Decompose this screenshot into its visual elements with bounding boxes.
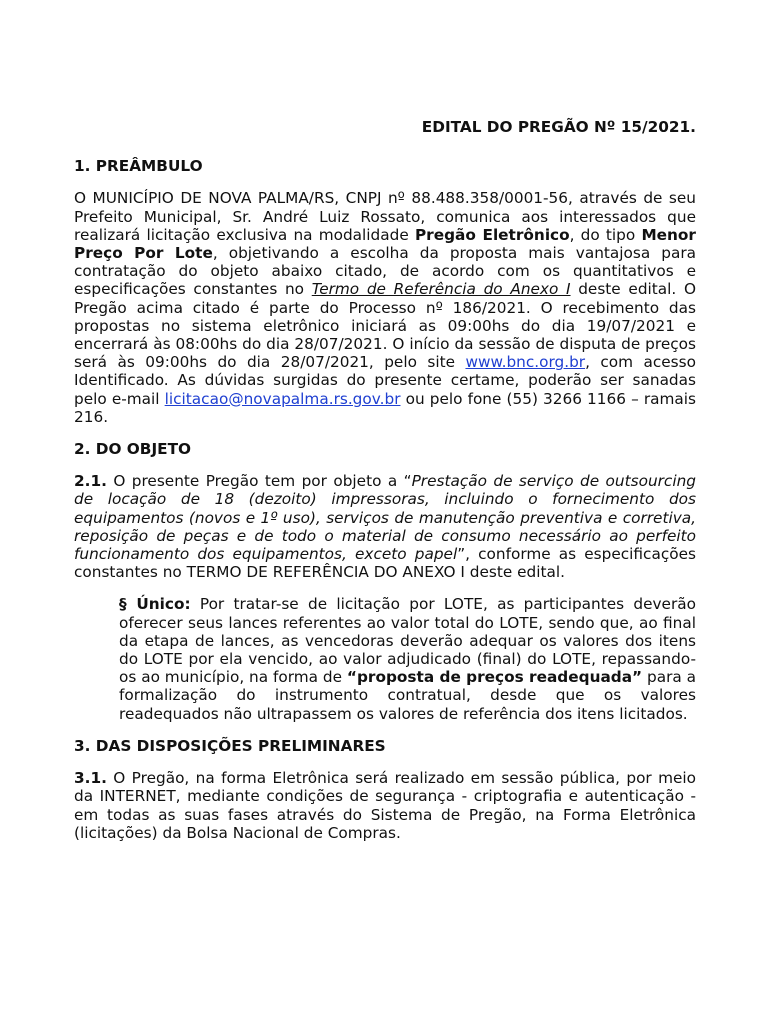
section-heading-objeto: 2. DO OBJETO <box>74 440 192 459</box>
text: , do tipo <box>569 225 642 244</box>
termo-referencia-reference: Termo de Referência do Anexo I <box>311 280 571 299</box>
disposicoes-paragraph <box>74 769 696 842</box>
bold-text: Menor Preço Por Lote <box>74 225 696 263</box>
document-title: EDITAL DO PREGÃO Nº 15/2021. <box>421 118 696 136</box>
clause-number: 3.1. <box>74 769 107 788</box>
text: , com acesso Identificado. As dúvidas surgidas do presente certame, poderão ser sanadas pelo e-mail <box>74 353 696 408</box>
bold-text: “proposta de preços readequada” <box>346 668 643 687</box>
section-heading-disposicoes: 3. DAS DISPOSIÇÕES PRELIMINARES <box>74 736 386 755</box>
paragrafo-unico <box>119 595 696 722</box>
text: ”, conforme as especificações constantes no TERMO DE REFERÊNCIA DO ANEXO I deste edital. <box>74 545 696 582</box>
bold-text: Pregão Eletrônico <box>414 225 570 244</box>
preambulo-paragraph <box>74 189 696 426</box>
text: O MUNICÍPIO DE NOVA PALMA/RS, CNPJ nº 88.488.358/0001-56, através de seu Prefeito Municipal, Sr. André Luiz Rossato, comunica aos interessados que realizará licitação exclusiva na modalidade <box>74 189 696 244</box>
section-heading-preambulo: 1. PREÂMBULO <box>74 157 203 176</box>
text: para a formalização do instrumento contratual, desde que os valores readequados não ultrapassem os valores de referência dos itens licitados. <box>119 668 696 723</box>
text: , objetivando a escolha da proposta mais vantajosa para contratação do objeto abaixo citado, de acordo com os quantitativos e especificações constantes no <box>74 244 696 299</box>
document-page <box>74 118 696 856</box>
text: O Pregão, na forma Eletrônica será realizado em sessão pública, por meio da INTERNET, mediante condições de segurança - criptografia e autenticação - em todas as suas fases através do Sistema de Pregão, na Forma Eletrônica (licitações) da Bolsa Nacional de Compras. <box>74 769 696 842</box>
italic-text: Prestação de serviço de outsourcing de locação de 18 (dezoito) impressoras, incluindo o fornecimento dos equipamentos (novos e 1º uso), serviços de manutenção preventiva e corretiva, reposição de peças e de todo o material de consumo necessário ao perfeito funcionamento dos equipamentos, exceto papel <box>74 472 696 564</box>
text: Por tratar-se de licitação por LOTE, as participantes deverão oferecer seus lances referentes ao valor total do LOTE, sendo que, ao final da etapa de lances, as vencedoras deverão adequar os valores dos itens do LOTE por ela vencido, ao valor adjudicado (final) do LOTE, repassando-os ao município, na forma de <box>119 595 696 687</box>
text: ou pelo fone (55) 3266 1166 – ramais 216. <box>74 389 696 426</box>
text: O presente Pregão tem por objeto a “ <box>106 472 412 491</box>
email-link[interactable]: licitacao@novapalma.rs.gov.br <box>164 389 401 408</box>
site-link[interactable]: www.bnc.org.br <box>465 353 586 372</box>
objeto-paragraph <box>74 472 696 581</box>
clause-number: 2.1. <box>74 472 107 491</box>
text: deste edital. O Pregão acima citado é parte do Processo nº 186/2021. O recebimento das propostas no sistema eletrônico iniciará as 09:00hs do dia 19/07/2021 e encerrará às 08:00hs do dia 28/07/2021. O início da sessão de disputa de preços será às 09:00hs do dia 28/07/2021, pelo site <box>74 280 696 372</box>
clause-label: § Único: <box>119 595 191 614</box>
